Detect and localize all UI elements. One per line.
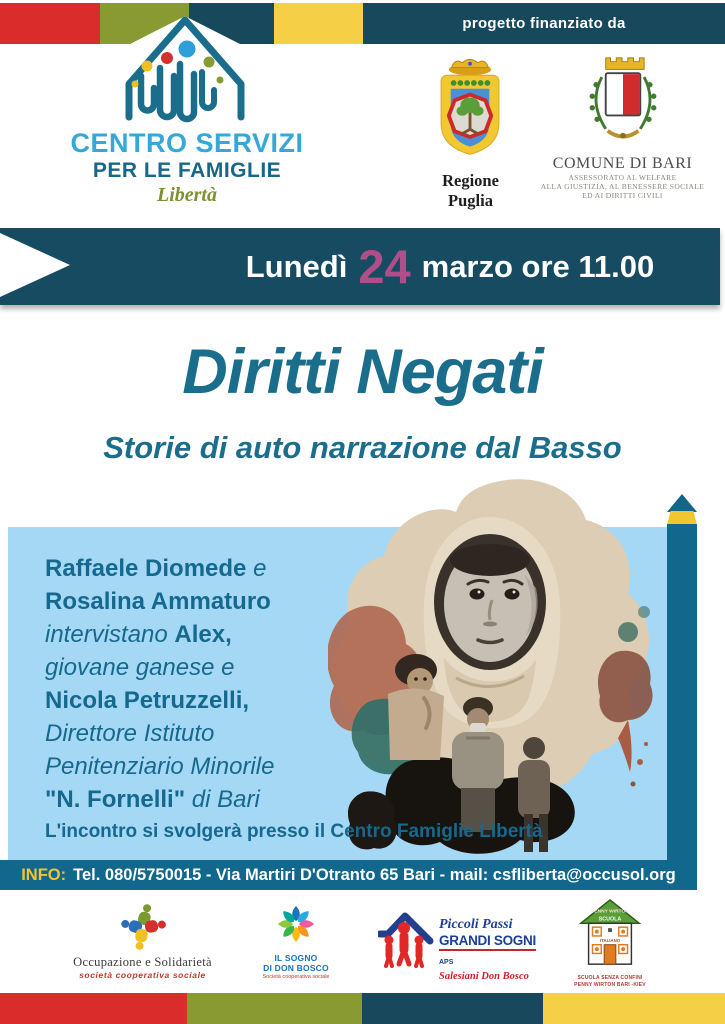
bottom-strip-red: [0, 993, 187, 1024]
comune-bari-sub2: ALLA GIUSTIZIA, AL BENESSERE SOCIALE: [540, 182, 705, 191]
speakers-line: Nicola Petruzzelli,: [45, 687, 250, 714]
penny-roof-text2: SCUOLA: [598, 916, 622, 923]
sogno-line2: DI DON BOSCO: [263, 963, 329, 973]
info-contact-text: Tel. 080/5750015 - Via Martiri D'Otranto 65 Bari - mail: csfliberta@occusol.org: [73, 865, 676, 884]
date-rest: marzo ore 11.00: [421, 249, 655, 284]
regione-puglia-logo: [418, 56, 523, 211]
venue-note: L'incontro si svolgerà presso il Centro Famiglie Libertà: [45, 821, 543, 842]
partner-piccoli-passi: [378, 906, 538, 985]
pencil-band-icon: [667, 511, 697, 525]
funding-banner: [363, 3, 725, 44]
comune-bari-title: COMUNE DI BARI: [552, 155, 693, 172]
speakers-line: intervistano Alex,: [45, 621, 232, 648]
sogno-subtitle: Società cooperativa sociale: [262, 974, 330, 980]
page-title: Diritti Negati: [182, 337, 543, 407]
bottom-strip-teal: [362, 993, 543, 1024]
comune-bari-crest-icon: [583, 54, 663, 150]
pencil-body-icon: [667, 524, 697, 890]
children-watercolor-illustration: [328, 462, 662, 860]
piccoli-passi-caps: GRANDI SOGNI: [439, 934, 536, 951]
penny-center-text: ITALIANO: [599, 937, 621, 943]
partner-occupazione-solidarieta: [60, 904, 225, 980]
info-bar: [0, 860, 697, 890]
speakers-line: Penitenziario Minorile: [45, 753, 275, 780]
schoolhouse-icon: [578, 898, 642, 970]
sogno-line1: IL SOGNO: [274, 953, 318, 963]
flower-pinwheel-icon: [277, 904, 315, 948]
speakers-line: Direttore Istituto: [45, 720, 215, 747]
bottom-strip-yellow: [543, 993, 725, 1024]
penny-roof-text1: PENNY WIRTON: [591, 909, 629, 915]
comune-bari-sub3: ED AI DIRITTI CIVILI: [582, 191, 663, 200]
pencil-tip-icon: [667, 494, 697, 512]
top-strip-yellow: [274, 3, 363, 44]
comune-bari-sub1: ASSESSORATO AL WELFARE: [568, 173, 677, 182]
speakers-line: Raffaele Diomede e: [45, 555, 267, 582]
speakers-line: "N. Fornelli" di Bari: [45, 786, 260, 813]
piccoli-passi-aps: APS: [439, 959, 454, 966]
penny-sub1: SCUOLA SENZA CONFINI: [577, 975, 643, 981]
regione-puglia-label: Regione Puglia: [442, 171, 499, 210]
occupazione-name: Occupazione e Solidarietà: [73, 955, 212, 969]
penny-sub2: PENNY WIRTON BARI -KIEV: [574, 981, 646, 988]
comune-bari-logo: [535, 54, 710, 200]
csf-logo-text: [62, 128, 312, 207]
info-label: INFO:: [21, 865, 67, 884]
speakers-line: giovane ganese e: [45, 654, 235, 681]
top-strip-red: [0, 3, 100, 44]
occupazione-subtitle: società cooperativa sociale: [79, 970, 206, 980]
house-family-icon: [120, 14, 250, 129]
date-day-number: 24: [358, 240, 411, 293]
speakers-text: [45, 552, 375, 816]
piccoli-passi-script: Piccoli Passi: [439, 917, 513, 932]
csf-logo-line3: Libertà: [157, 184, 217, 206]
family-under-roof-icon: [378, 906, 436, 968]
date-day-name: Lunedì: [245, 249, 348, 284]
partner-sogno-don-bosco: [258, 904, 334, 981]
funding-banner-label: progetto finanziato da: [462, 15, 626, 32]
date-ribbon: [0, 228, 720, 305]
partner-penny-wirton: [570, 898, 650, 988]
csf-logo-line2: PER LE FAMIGLIE: [92, 159, 282, 182]
speakers-line: Rosalina Ammaturo: [45, 588, 271, 615]
piccoli-passi-sub: Salesiani Don Bosco: [439, 971, 529, 982]
puzzle-people-icon: [120, 904, 166, 950]
regione-puglia-crest-icon: [418, 56, 523, 164]
page-subtitle: Storie di auto narrazione dal Basso: [103, 430, 622, 465]
csf-logo-line1: CENTRO SERVIZI: [70, 128, 304, 158]
bottom-strip-olive: [187, 993, 362, 1024]
